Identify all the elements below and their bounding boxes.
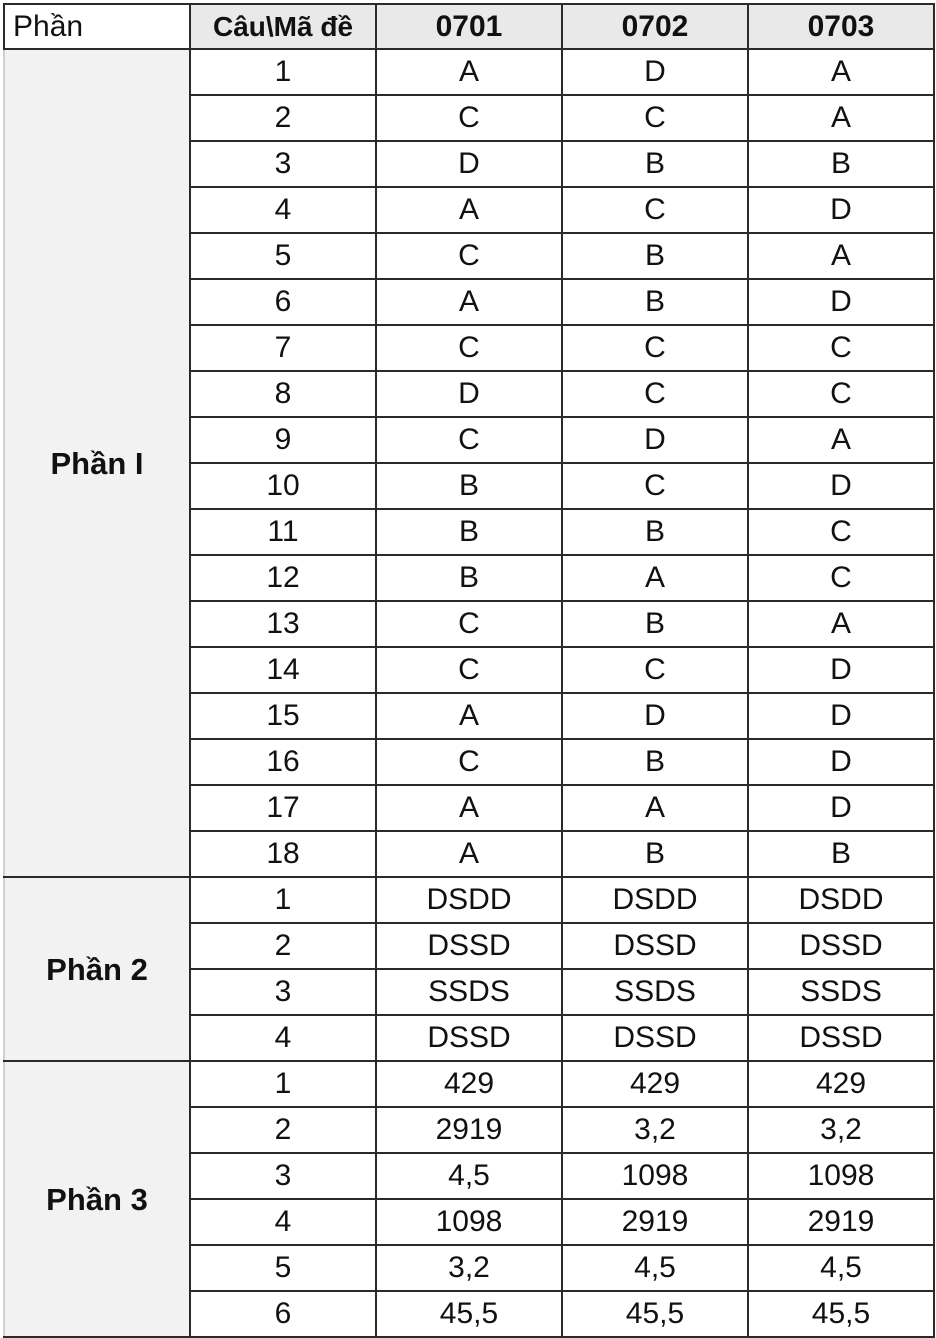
question-number-cell: 4	[190, 1015, 376, 1061]
answer-cell: D	[748, 739, 934, 785]
answer-cell: DSSD	[562, 923, 748, 969]
answer-cell: DSSD	[748, 923, 934, 969]
answer-cell: B	[562, 141, 748, 187]
answer-cell: DSSD	[748, 1015, 934, 1061]
answer-cell: 4,5	[748, 1245, 934, 1291]
answer-cell: A	[376, 279, 562, 325]
answer-cell: D	[748, 647, 934, 693]
table-row	[4, 1061, 934, 1107]
question-number-cell: 6	[190, 279, 376, 325]
answer-cell: C	[748, 325, 934, 371]
answer-cell: B	[562, 233, 748, 279]
answer-cell: D	[748, 463, 934, 509]
answer-cell: C	[376, 647, 562, 693]
answer-cell: D	[376, 141, 562, 187]
part-column-header: Phần	[4, 4, 190, 49]
answer-cell: B	[748, 831, 934, 877]
answer-cell: DSDD	[562, 877, 748, 923]
answer-cell: 3,2	[376, 1245, 562, 1291]
question-number-cell: 1	[190, 877, 376, 923]
answer-cell: D	[748, 693, 934, 739]
question-number-cell: 9	[190, 417, 376, 463]
answer-cell: 429	[562, 1061, 748, 1107]
answer-cell: D	[562, 49, 748, 95]
question-number-cell: 5	[190, 233, 376, 279]
question-number-cell: 10	[190, 463, 376, 509]
answer-cell: 4,5	[376, 1153, 562, 1199]
answer-cell: B	[376, 555, 562, 601]
question-number-cell: 14	[190, 647, 376, 693]
question-number-cell: 3	[190, 1153, 376, 1199]
answer-cell: B	[562, 739, 748, 785]
answer-cell: A	[376, 49, 562, 95]
answer-cell: C	[376, 233, 562, 279]
question-number-cell: 1	[190, 1061, 376, 1107]
question-number-cell: 15	[190, 693, 376, 739]
answer-cell: B	[748, 141, 934, 187]
question-number-cell: 2	[190, 1107, 376, 1153]
answer-cell: SSDS	[748, 969, 934, 1015]
code-column-header: 0701	[376, 4, 562, 49]
answer-cell: C	[562, 325, 748, 371]
answer-cell: 4,5	[562, 1245, 748, 1291]
answer-cell: DSSD	[562, 1015, 748, 1061]
answer-cell: 3,2	[748, 1107, 934, 1153]
answer-cell: DSSD	[376, 1015, 562, 1061]
answer-cell: 2919	[748, 1199, 934, 1245]
section-label: Phần 2	[4, 877, 190, 1061]
answer-cell: A	[748, 49, 934, 95]
answer-cell: D	[562, 693, 748, 739]
answer-cell: 2919	[376, 1107, 562, 1153]
question-number-cell: 8	[190, 371, 376, 417]
answer-cell: B	[562, 831, 748, 877]
question-number-cell: 11	[190, 509, 376, 555]
section-label: Phần 3	[4, 1061, 190, 1337]
question-number-cell: 3	[190, 969, 376, 1015]
answer-cell: 429	[748, 1061, 934, 1107]
answer-cell: A	[376, 187, 562, 233]
answer-cell: 45,5	[376, 1291, 562, 1337]
table-row	[4, 49, 934, 95]
answer-key-table	[3, 3, 935, 1338]
answer-cell: 1098	[748, 1153, 934, 1199]
table-body	[4, 49, 934, 1337]
answer-cell: A	[376, 785, 562, 831]
answer-cell: 1098	[376, 1199, 562, 1245]
answer-cell: C	[748, 371, 934, 417]
question-number-cell: 5	[190, 1245, 376, 1291]
question-number-cell: 12	[190, 555, 376, 601]
question-number-cell: 1	[190, 49, 376, 95]
answer-cell: C	[562, 187, 748, 233]
answer-cell: D	[748, 279, 934, 325]
answer-cell: 1098	[562, 1153, 748, 1199]
answer-cell: D	[562, 417, 748, 463]
answer-cell: 3,2	[562, 1107, 748, 1153]
answer-cell: 45,5	[748, 1291, 934, 1337]
code-column-header: 0703	[748, 4, 934, 49]
answer-cell: D	[748, 785, 934, 831]
answer-cell: A	[748, 417, 934, 463]
answer-cell: C	[562, 463, 748, 509]
answer-cell: C	[376, 95, 562, 141]
answer-cell: A	[748, 95, 934, 141]
question-number-cell: 6	[190, 1291, 376, 1337]
answer-cell: D	[748, 187, 934, 233]
table-row	[4, 877, 934, 923]
answer-cell: B	[562, 279, 748, 325]
answer-cell: A	[376, 693, 562, 739]
answer-cell: A	[748, 601, 934, 647]
answer-cell: A	[562, 555, 748, 601]
answer-cell: 2919	[562, 1199, 748, 1245]
answer-cell: B	[562, 509, 748, 555]
answer-cell: DSDD	[748, 877, 934, 923]
section-label: Phần I	[4, 49, 190, 877]
question-number-cell: 13	[190, 601, 376, 647]
answer-cell: A	[748, 233, 934, 279]
answer-cell: 429	[376, 1061, 562, 1107]
answer-cell: DSDD	[376, 877, 562, 923]
answer-cell: C	[562, 647, 748, 693]
question-number-cell: 16	[190, 739, 376, 785]
answer-cell: A	[562, 785, 748, 831]
answer-cell: B	[376, 509, 562, 555]
answer-cell: C	[562, 95, 748, 141]
answer-cell: SSDS	[562, 969, 748, 1015]
question-column-header: Câu\Mã đề	[190, 4, 376, 49]
question-number-cell: 18	[190, 831, 376, 877]
code-column-header: 0702	[562, 4, 748, 49]
header-row	[4, 4, 934, 49]
answer-cell: C	[376, 601, 562, 647]
question-number-cell: 17	[190, 785, 376, 831]
question-number-cell: 4	[190, 1199, 376, 1245]
answer-cell: C	[562, 371, 748, 417]
question-number-cell: 2	[190, 923, 376, 969]
question-number-cell: 7	[190, 325, 376, 371]
answer-cell: DSSD	[376, 923, 562, 969]
answer-cell: B	[376, 463, 562, 509]
answer-cell: C	[376, 417, 562, 463]
answer-cell: C	[748, 509, 934, 555]
answer-cell: D	[376, 371, 562, 417]
question-number-cell: 3	[190, 141, 376, 187]
answer-cell: C	[748, 555, 934, 601]
answer-cell: SSDS	[376, 969, 562, 1015]
question-number-cell: 2	[190, 95, 376, 141]
answer-cell: A	[376, 831, 562, 877]
answer-cell: 45,5	[562, 1291, 748, 1337]
answer-cell: B	[562, 601, 748, 647]
answer-cell: C	[376, 325, 562, 371]
answer-cell: C	[376, 739, 562, 785]
question-number-cell: 4	[190, 187, 376, 233]
